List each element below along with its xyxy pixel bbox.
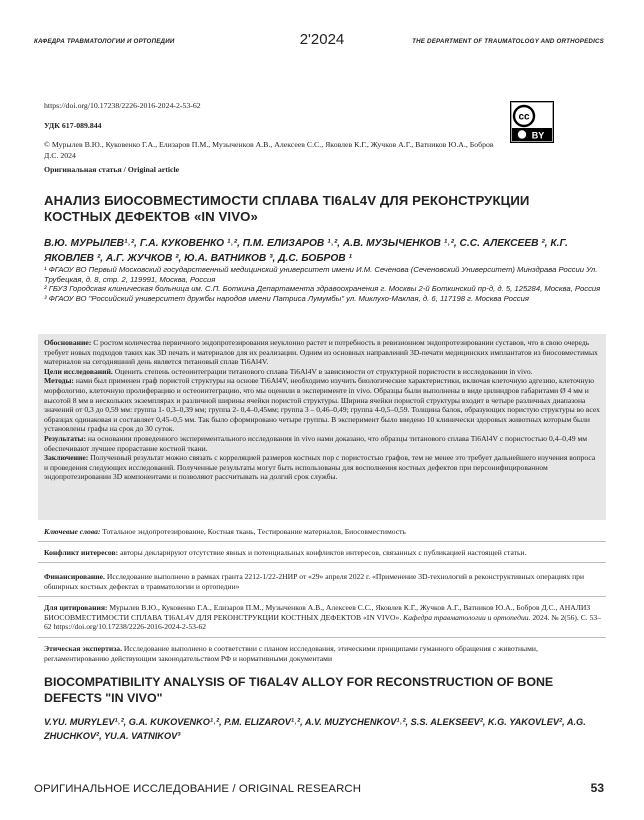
udk-code: УДК 617-089.844 [44, 121, 102, 130]
abstract-aim: Цели исследований. Оценить степень остеоинтеграции титанового сплава Ti6Al4V в зависимости от структурной пористости в исследовании in vivo. [44, 366, 533, 376]
abstract-box [38, 334, 606, 520]
copyright-line: © Мурылев В.Ю., Куковенко Г.А., Елизаров П.М., Музыченков А.В., Алексеев С.С., Яковлев К.Г., Жучков А.Г., Ватников Ю.А., Бобров Д.С. 2024 [44, 140, 494, 161]
running-header-right: THE DEPARTMENT OF TRAUMATOLOGY AND ORTHOPEDICS [412, 38, 604, 45]
divider [38, 562, 606, 563]
cc-mark: cc [518, 111, 530, 123]
divider [38, 596, 606, 597]
affiliations [44, 265, 604, 303]
abstract-background: Обоснование: С ростом количества первичного эндопротезирования неуклонно растет и потребность в ревизионном эндопротезировании суставов, что в свою очередь требует новых подходов таких как 3D печать и материалов для их реализации. Одним из основных направлений 3D-печати медицинских имплантатов из биосовместимых материалов на сегодняшний день является титановый сплав Ti6Al4V. [44, 338, 598, 367]
article-type: Оригинальная статья / Original article [44, 165, 180, 174]
divider [38, 637, 606, 638]
abstract-results: Результаты: на основании проведенного экспериментального исследования in vivo нами доказано, что образцы титанового сплава Ti6Al4V с пористостью 0,4–0,49 мм обеспечивают лучшее прорастание костной ткани. [44, 433, 588, 453]
cc-by-license-icon[interactable] [510, 101, 554, 143]
issue-number: 2'2024 [299, 31, 345, 48]
authors-ru: В.Ю. МУРЫЛЕВ¹˒², Г.А. КУКОВЕНКО ¹˒², П.М. ЕЛИЗАРОВ ¹˒², А.В. МУЗЫЧЕНКОВ ¹˒², С.С. АЛЕКСЕЕВ ², К.Г. ЯКОВЛЕВ ², А.Г. ЖУЧКОВ ², Ю.А. ВАТНИКОВ ³, Д.С. БОБРОВ ¹ [44, 238, 568, 264]
conflict-of-interest: Конфликт интересов: авторы декларируют отсутствие явных и потенциальных конфликтов интересов, связанных с публикацией настоящей статьи. [44, 548, 527, 557]
doi-link[interactable]: https://doi.org/10.17238/2226-2016-2024-2-53-62 [44, 101, 201, 110]
citation: Для цитирования: Мурылев В.Ю., Куковенко Г.А., Елизаров П.М., Музыченков А.В., Алексеев С.С., Яковлев К.Г., Жучков А.Г., Ватников Ю.А., Бобров Д.С., АНАЛИЗ БИОСОВМЕСТИМОСТИ СПЛАВА TI6AL4V ДЛЯ РЕКОНСТРУКЦИИ КОСТНЫХ ДЕФЕКТОВ «IN VIVO». Кафедра травматологии и ортопедии. 2024. № 2(56). С. 53–62 https://doi.org/10.17238/2226-2016-2024-2-53-62 [44, 603, 601, 632]
by-mark: BY [531, 130, 545, 141]
page-number: 53 [590, 781, 604, 795]
running-header-left: КАФЕДРА ТРАВМАТОЛОГИИ И ОРТОПЕДИИ [34, 38, 175, 45]
abstract-conclusion: Заключение: Полученный результат можно связать с корреляцией размеров костных пор с пористостью графов, тем не менее это требует дальнейшего изучения вопроса и проведения следующих исследований. Полученные результаты могут быть использованы для восполнения костных дефектов при персонифицированном эндопротезировании 3D компонентами и позволяют рассчитывать на долгий срок службы. [44, 453, 596, 482]
article-title: АНАЛИЗ БИОСОВМЕСТИМОСТИ СПЛАВА TI6AL4V ДЛЯ РЕКОНСТРУКЦИИ КОСТНЫХ ДЕФЕКТОВ «IN VIVO» [44, 193, 530, 224]
divider [38, 541, 606, 542]
authors-en: V.YU. MURYLEV¹˒², G.A. KUKOVENKO¹˒², P.M. ELIZAROV¹˒², A.V. MUZYCHENKOV¹˒², S.S. ALEKSEEV², K.G. YAKOVLEV², A.G. ZHUCHKOV², YU.A. VATNIKOV³ [44, 717, 586, 741]
abstract-methods: Методы: нами был применен граф пористой структуры на основе Ti6Al4V, необходимо изучить биологические характеристики, включая клеточную адгезию, клеточную морфологию, клеточную пролиферацию и остеоинтеграцию, что мы оценили в эксперименте in vivo. Образцы были выполнены в виде цилиндров габаритами Ø 4 мм и высотой 8 мм в нескольких экземплярах и различной ширины ячейки пористой структуры. Ширина ячейки пористой структуры входит в четыре различных диапазона значений от 0,3 до 0,59 мм: группа 1- 0,3–0,39 мм; группа 2- 0,4–0,45мм; группа 3 – 0,46–0,49; группа 4-0,5–0,59. Толщина балок, образующих пористую структуры во всех образцах одинаковая и составляет 0,45–0,5 мм. Так было сформировано четыре группы. В эксперимент было введено 10 клинически здоровых животных которым были установлены графы на срок до 30 суток. [44, 376, 600, 434]
article-title-en: BIOCOMPATIBILITY ANALYSIS OF TI6AL4V ALLOY FOR RECONSTRUCTION OF BONE DEFECTS "IN VIVO" [44, 675, 554, 705]
affiliation-1: ¹ ФГАОУ ВО Первый Московский государственный медицинский университет имени И.М. Сеченова (Сеченовский Университет) Минздрава России Ул. Трубецкая, д. 8, стр. 2, 119991, Москва, Россия [44, 265, 598, 284]
funding: Финансирование. Исследование выполнено в рамках гранта 2212-1/22-2НИР от «29» апреля 2022 г. «Применение 3D-технологий в реконструктивных операциях при обширных костных дефектах в травматологии и ортопедии» [44, 572, 585, 591]
footer-section-label: ОРИГИНАЛЬНОЕ ИССЛЕДОВАНИЕ / ORIGINAL RESEARCH [34, 783, 362, 795]
affiliation-2: ² ГБУЗ Городская клиническая больница им. С.П. Боткина Департамента здравоохранения г. Москвы 2-й Боткинский пр-д, д. 5, 125284, Москва, Россия [44, 284, 601, 294]
keywords: Ключевые слова: Тотальное эндопротезирование, Костная ткань, Тестирование материалов, Биосовместимость [44, 527, 406, 536]
ethics: Этическая экспертиза. Исследование выполнено в соответствии с планом исследования, этическими принципами гуманного обращения с животными, регламентированию действующим законодательством РФ и нормативными документами [44, 644, 538, 663]
affiliation-3: ³ ФГАОУ ВО "Российский университет дружбы народов имени Патриса Лумумбы" ул. Миклухо-Маклая, д. 6, 117198 г. Москва Россия [44, 293, 530, 303]
